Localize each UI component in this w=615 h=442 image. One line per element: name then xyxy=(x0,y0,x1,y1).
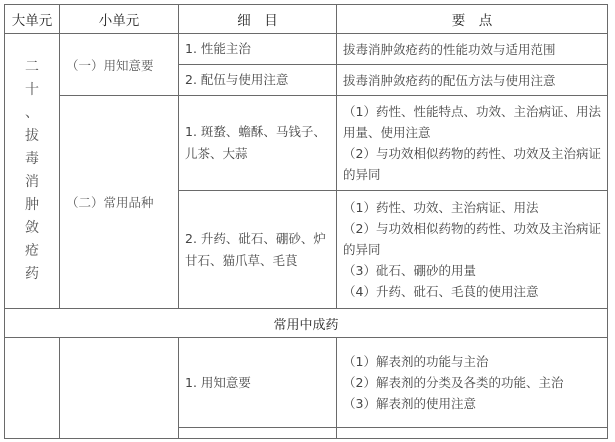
label-char: 敛 xyxy=(25,220,39,236)
detail-cell: 2. 配伍与使用注意 xyxy=(179,65,337,96)
point-item: （1）药性、功效、主治病证、用法 xyxy=(343,200,539,215)
point-cell: 拔毒消肿敛疮药的性能功效与适用范围 xyxy=(337,34,608,65)
label-char: 消 xyxy=(25,174,39,190)
label-char: 、 xyxy=(25,105,39,121)
header-row xyxy=(5,5,608,34)
detail-cell: 2. 升药、砒石、硼砂、炉甘石、猫爪草、毛茛 xyxy=(179,191,337,309)
minor-unit-empty xyxy=(60,338,179,439)
point-cell xyxy=(337,428,608,439)
detail-cell: 1. 用知意要 xyxy=(179,338,337,428)
point-item: （3）解表剂的使用注意 xyxy=(343,396,476,411)
label-char: 十 xyxy=(25,82,39,98)
major-unit-empty xyxy=(5,338,60,439)
label-char: 毒 xyxy=(25,151,39,167)
label-char: 拔 xyxy=(25,128,39,144)
table-row xyxy=(5,338,608,428)
point-item: （3）砒石、硼砂的用量 xyxy=(343,263,476,278)
table-row xyxy=(5,34,608,65)
detail-cell: 1. 斑蝥、蟾酥、马钱子、儿茶、大蒜 xyxy=(179,96,337,191)
section-title: 常用中成药 xyxy=(5,309,608,338)
header-minor-unit: 小单元 xyxy=(60,5,179,34)
minor-unit-general: （一）用知意要 xyxy=(60,34,179,96)
table-row xyxy=(5,96,608,191)
point-item: （2）与功效相似药物的药性、功效及主治病证的异同 xyxy=(343,221,601,257)
detail-cell: 1. 性能主治 xyxy=(179,34,337,65)
section-row xyxy=(5,309,608,338)
label-char: 肿 xyxy=(25,197,39,213)
major-unit-label xyxy=(5,34,60,309)
label-char: 疮 xyxy=(25,243,39,259)
point-item: （2）解表剂的分类及各类的功能、主治 xyxy=(343,375,564,390)
point-cell: 拔毒消肿敛疮药的配伍方法与使用注意 xyxy=(337,65,608,96)
header-key-points: 要 点 xyxy=(337,5,608,34)
minor-unit-common: （二）常用品种 xyxy=(60,96,179,309)
point-cell xyxy=(337,96,608,191)
detail-cell xyxy=(179,428,337,439)
header-major-unit: 大单元 xyxy=(5,5,60,34)
point-item: （2）与功效相似药物的药性、功效及主治病证的异同 xyxy=(343,146,601,182)
point-item: （1）解表剂的功能与主治 xyxy=(343,354,489,369)
point-cell xyxy=(337,191,608,309)
point-item: （1）药性、性能特点、功效、主治病证、用法用量、使用注意 xyxy=(343,104,601,140)
syllabus-table xyxy=(4,4,608,439)
point-cell xyxy=(337,338,608,428)
label-char: 二 xyxy=(25,59,39,75)
header-detail: 细 目 xyxy=(179,5,337,34)
point-item: （4）升药、砒石、毛茛的使用注意 xyxy=(343,284,539,299)
label-char: 药 xyxy=(25,266,39,282)
